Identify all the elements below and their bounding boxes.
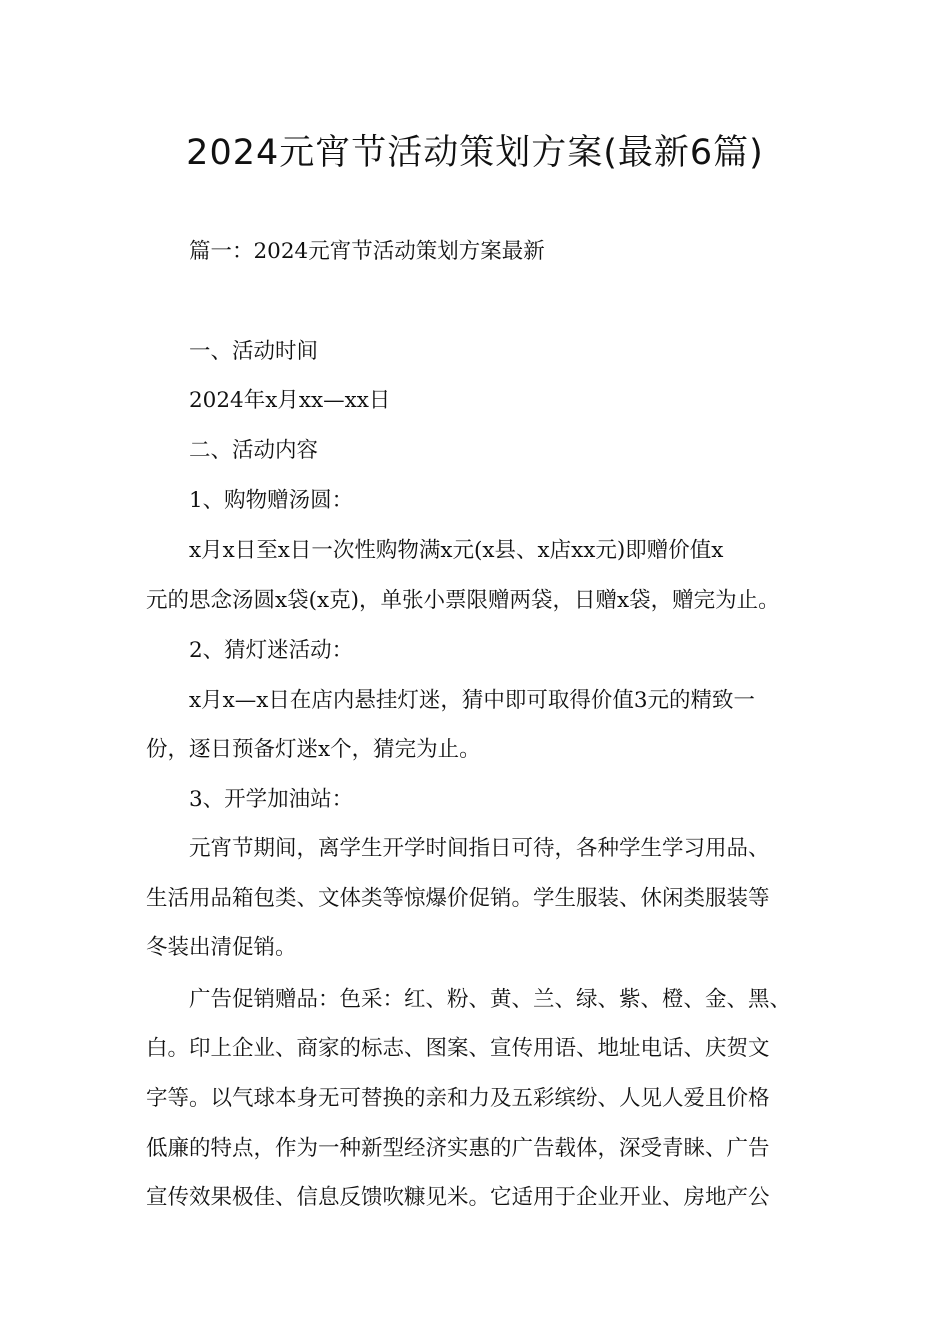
heading-activity-time: 一、活动时间	[189, 339, 319, 364]
heading-activity-content: 二、活动内容	[189, 438, 319, 463]
paragraph-line: 元的思念汤圆x袋(x克)，单张小票限赠两袋，日赠x袋，赠完为止。	[146, 588, 780, 613]
paragraph-line: 低廉的特点，作为一种新型经济实惠的广告载体，深受青睐、广告	[146, 1136, 770, 1161]
paragraph-line: 生活用品箱包类、文体类等惊爆价促销。学生服装、休闲类服装等	[146, 886, 770, 911]
document-title: 2024元宵节活动策划方案(最新6篇)	[186, 133, 764, 173]
paragraph-line: 元宵节期间，离学生开学时间指日可待，各种学生学习用品、	[189, 836, 770, 861]
paragraph-line: 字等。以气球本身无可替换的亲和力及五彩缤纷、人见人爱且价格	[146, 1086, 770, 1111]
paragraph-line: x月x日至x日一次性购物满x元(x县、x店xx元)即赠价值x	[189, 538, 724, 563]
paragraph-line: 白。印上企业、商家的标志、图案、宣传用语、地址电话、庆贺文	[146, 1036, 770, 1061]
paragraph-line: x月x—x日在店内悬挂灯迷，猜中即可取得价值3元的精致一	[189, 688, 756, 713]
activity-date: 2024年x月xx—xx日	[189, 388, 391, 413]
item-heading-shopping-gift: 1、购物赠汤圆：	[189, 488, 354, 513]
item-heading-school-station: 3、开学加油站：	[189, 787, 354, 812]
paragraph-line: 份，逐日预备灯迷x个，猜完为止。	[146, 737, 481, 762]
item-heading-lantern-riddles: 2、猜灯迷活动：	[189, 638, 354, 663]
paragraph-line: 宣传效果极佳、信息反馈吹糠见米。它适用于企业开业、房地产公	[146, 1185, 770, 1210]
paragraph-line: 冬装出清促销。	[146, 935, 297, 960]
section-heading-part-one: 篇一：2024元宵节活动策划方案最新	[189, 239, 545, 264]
paragraph-line: 广告促销赠品：色采：红、粉、黄、兰、绿、紫、橙、金、黑、	[189, 987, 792, 1012]
